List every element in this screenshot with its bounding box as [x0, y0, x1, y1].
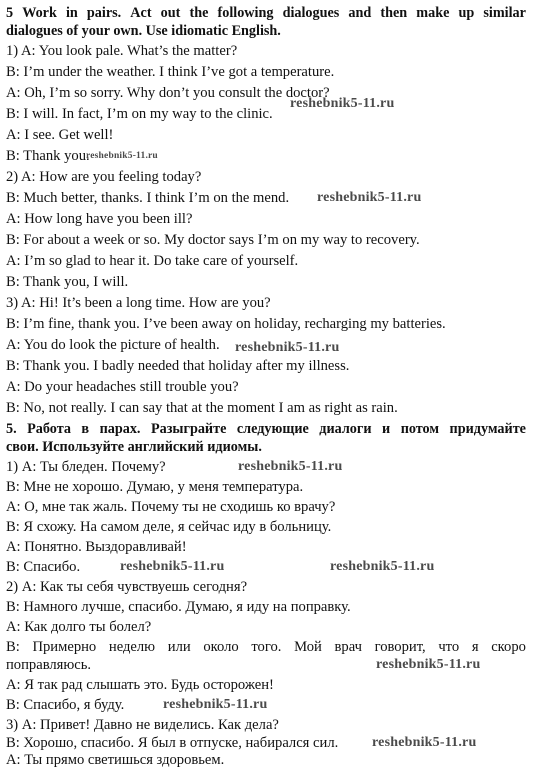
english-line: B: I will. In fact, I’m on my way to the clinic.: [6, 106, 273, 122]
word: Act: [130, 5, 152, 21]
russian-line: 1) А: Ты бледен. Почему?: [6, 459, 166, 475]
english-line: 1) A: You look pale. What’s the matter?: [6, 43, 238, 59]
word: Работа: [27, 421, 71, 437]
watermark: reshebnik5-11.ru: [317, 190, 422, 205]
word: 5: [6, 5, 14, 21]
english-line: B: Much better, thanks. I think I’m on the mend.: [6, 190, 290, 206]
word: я: [471, 639, 479, 655]
word: следующие: [236, 421, 309, 437]
english-line: 2) A: How are you feeling today?: [6, 169, 202, 185]
russian-line: В: Хорошо, спасибо. Я был в отпуске, набирался сил.: [6, 735, 339, 751]
word: диалоги: [319, 421, 372, 437]
word: В:: [6, 639, 20, 655]
watermark: reshebnik5-11.ru: [235, 340, 340, 355]
russian-line: В: Намного лучше, спасибо. Думаю, я иду на поправку.: [6, 599, 351, 615]
word: Разыграйте: [150, 421, 227, 437]
word: в: [81, 421, 90, 437]
english-line: A: You do look the picture of health.: [6, 337, 220, 353]
english-line: A: Oh, I’m so sorry. Why don’t you consult the doctor?: [6, 85, 330, 101]
russian-line: А: О, мне так жаль. Почему ты не сходишь ко врачу?: [6, 499, 336, 515]
watermark: reshebnik5-11.ru: [372, 735, 477, 750]
word: врач: [334, 639, 362, 655]
watermark: reshebnik5-11.ru: [163, 697, 268, 712]
english-line: B: Thank you.: [6, 148, 90, 164]
english-line: B: Thank you. I badly needed that holiday after my illness.: [6, 358, 350, 374]
english-line: A: Do your headaches still trouble you?: [6, 379, 239, 395]
word: dialogues: [282, 5, 340, 21]
word: что: [438, 639, 460, 655]
word: и: [382, 421, 391, 437]
russian-line: В: Мне не хорошо. Думаю, у меня температура.: [6, 479, 304, 495]
english-line: 3) A: Hi! It’s been a long time. How are you?: [6, 295, 271, 311]
word: Мой: [294, 639, 322, 655]
watermark: reshebnik5-11.ru: [290, 96, 395, 111]
word: парах.: [99, 421, 141, 437]
word: make: [416, 5, 450, 21]
english-line: B: For about a week or so. My doctor says I’m on my way to recovery.: [6, 232, 420, 248]
word: около: [203, 639, 239, 655]
word: pairs.: [86, 5, 122, 21]
russian-line: 3) А: Привет! Давно не виделись. Как дела?: [6, 717, 279, 733]
watermark: reshebnik5-11.ru: [376, 657, 481, 672]
russian-heading-line2: свои. Используйте английский идиомы.: [6, 439, 262, 455]
english-line: B: No, not really. I can say that at the moment I am as right as rain.: [6, 400, 398, 416]
watermark-small: reshebnik5-11.ru: [86, 151, 158, 161]
word: Work: [22, 5, 57, 21]
word: 5.: [6, 421, 17, 437]
english-line: A: I see. Get well!: [6, 127, 114, 143]
word: in: [65, 5, 78, 21]
russian-line: 2) А: Как ты себя чувствуешь сегодня?: [6, 579, 248, 595]
russian-line: А: Понятно. Выздоравливай!: [6, 539, 187, 555]
word: and: [348, 5, 372, 21]
word: потом: [400, 421, 440, 437]
word: говорит,: [374, 639, 426, 655]
word: или: [167, 639, 191, 655]
russian-line: В: Спасибо, я буду.: [6, 697, 125, 713]
word: того.: [251, 639, 282, 655]
english-line: A: How long have you been ill?: [6, 211, 193, 227]
russian-line: поправляюсь.: [6, 657, 92, 673]
watermark: reshebnik5-11.ru: [238, 459, 343, 474]
word: following: [217, 5, 274, 21]
word: the: [189, 5, 209, 21]
russian-line: А: Я так рад слышать это. Будь осторожен!: [6, 677, 274, 693]
watermark: reshebnik5-11.ru: [330, 559, 435, 574]
russian-line: А: Как долго ты болел?: [6, 619, 152, 635]
russian-line: В: Я схожу. На самом деле, я сейчас иду в больницу.: [6, 519, 332, 535]
english-heading-line1: [6, 4, 526, 22]
russian-line-justified: [6, 638, 526, 656]
word: скоро: [491, 639, 526, 655]
english-line: A: I’m so glad to hear it. Do take care of yourself.: [6, 253, 299, 269]
word: придумайте: [449, 421, 526, 437]
word: then: [380, 5, 408, 21]
russian-line: А: Ты прямо светишься здоровьем.: [6, 752, 225, 768]
watermark: reshebnik5-11.ru: [120, 559, 225, 574]
word: up: [458, 5, 475, 21]
english-line: B: I’m under the weather. I think I’ve got a temperature.: [6, 64, 335, 80]
word: similar: [483, 5, 526, 21]
russian-heading-line1: [6, 420, 526, 438]
russian-line: В: Спасибо.: [6, 559, 81, 575]
english-heading-line2: dialogues of your own. Use idiomatic English.: [6, 23, 281, 39]
english-line: B: I’m fine, thank you. I’ve been away on holiday, recharging my batteries.: [6, 316, 446, 332]
word: Примерно: [32, 639, 97, 655]
word: out: [160, 5, 181, 21]
word: неделю: [108, 639, 156, 655]
english-line: B: Thank you, I will.: [6, 274, 129, 290]
